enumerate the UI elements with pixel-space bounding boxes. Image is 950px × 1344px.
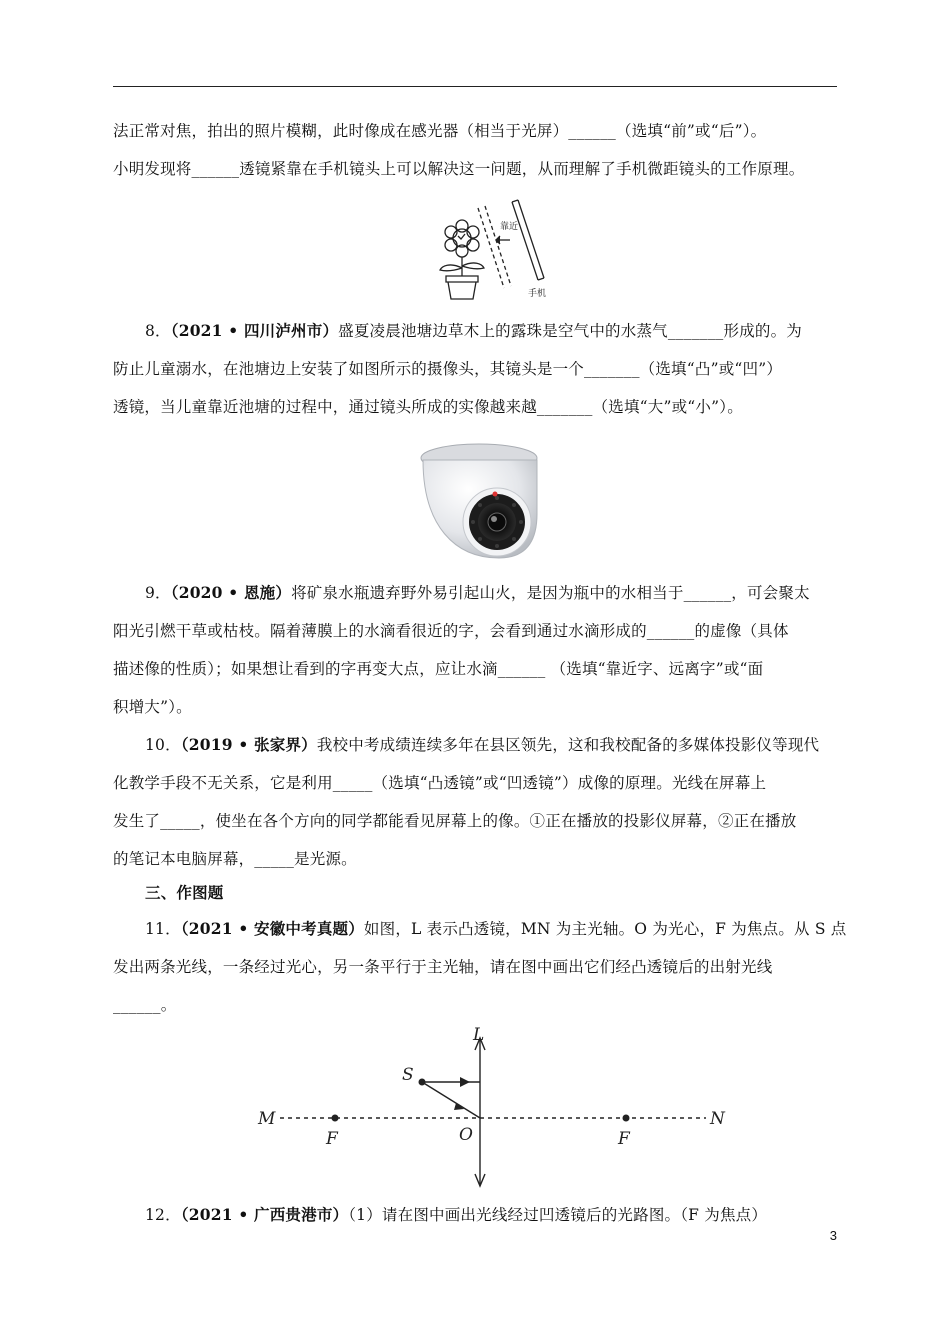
q8-number: 8． <box>145 322 171 340</box>
q8-line-1 <box>145 320 837 342</box>
point-s <box>419 1079 426 1086</box>
flower-phone-figure <box>430 196 560 304</box>
focal-point-left <box>332 1115 339 1122</box>
q8-line-3: 透镜，当儿童靠近池塘的过程中，通过镜头所成的实像越来越_______（选填“大”或“小”）。 <box>113 398 743 416</box>
flower-icon <box>440 220 484 276</box>
label-f-right: F <box>618 1129 630 1149</box>
label-o: O <box>459 1125 473 1145</box>
q9-line-3: 描述像的性质）；如果想让看到的字再变大点，应让水滴______ （选填“靠近字、远离字”或“面 <box>113 660 764 678</box>
ray-arrow-icon <box>460 1077 470 1087</box>
q9-source: （2020 • 恩施） <box>170 583 292 602</box>
fig-label-near: 靠近 <box>500 222 519 232</box>
q11-line-2: 发出两条光线，一条经过光心，另一条平行于主光轴，请在图中画出它们经凸透镜后的出射光线 <box>113 958 773 976</box>
q8-line-2: 防止儿童溺水，在池塘边上安装了如图所示的摄像头，其镜头是一个_______（选填“凸”或“凹”） <box>113 360 783 378</box>
q12-source: （2021 • 广西贵港市） <box>180 1205 349 1224</box>
q10-number: 10． <box>145 736 181 754</box>
focal-point-right <box>623 1115 630 1122</box>
label-l: L <box>473 1026 485 1045</box>
q9-line-1 <box>145 582 837 604</box>
convex-lens-diagram <box>250 1026 730 1192</box>
q10-source: （2019 • 张家界） <box>180 735 317 754</box>
q10-line-3: 发生了_____，使坐在各个方向的同学都能看见屏幕上的像。①正在播放的投影仪屏幕，②正在播放 <box>113 812 797 830</box>
q11-number: 11． <box>145 920 181 938</box>
pot-icon <box>446 276 478 299</box>
phone-icon <box>512 200 544 280</box>
label-s: S <box>402 1065 414 1085</box>
q12-number: 12． <box>145 1206 181 1224</box>
label-m: M <box>258 1109 276 1129</box>
q11-line-3: ______。 <box>113 996 177 1014</box>
q9-number: 9． <box>145 584 171 602</box>
q7-line-2: 小明发现将______透镜紧靠在手机镜头上可以解决这一问题，从而理解了手机微距镜头的工作原理。 <box>113 160 805 178</box>
label-n: N <box>710 1109 725 1129</box>
q12-line-1 <box>145 1204 837 1226</box>
ray-through-center <box>422 1082 480 1118</box>
q11-text-1: 如图，L 表示凸透镜，MN 为主光轴。O 为光心，F 为焦点。从 S 点 <box>363 920 847 938</box>
q8-source: （2021 • 四川泸州市） <box>170 321 339 340</box>
fig-label-phone: 手机 <box>528 289 547 299</box>
label-f-left: F <box>326 1129 338 1149</box>
q9-line-2: 阳光引燃干草或枯枝。隔着薄膜上的水滴看很近的字，会看到通过水滴形成的______的虚像（具体 <box>113 622 789 640</box>
security-camera-image <box>415 436 543 564</box>
q11-source: （2021 • 安徽中考真题） <box>180 919 364 938</box>
q10-text-1: 我校中考成绩连续多年在县区领先，这和我校配备的多媒体投影仪等现代 <box>316 736 820 754</box>
q10-line-4: 的笔记本电脑屏幕，_____是光源。 <box>113 850 357 868</box>
header-rule <box>113 86 837 87</box>
page-number: 3 <box>829 1228 837 1243</box>
q10-line-2: 化教学手段不无关系，它是利用_____（选填“凸透镜”或“凹透镜”）成像的原理。光线在屏幕上 <box>113 774 767 792</box>
q9-text-1: 将矿泉水瓶遗弃野外易引起山火，是因为瓶中的水相当于______，可会聚太 <box>291 584 810 602</box>
section-heading: 三、作图题 <box>145 883 224 902</box>
q8-text-1: 盛夏凌晨池塘边草木上的露珠是空气中的水蒸气_______形成的。为 <box>338 322 803 340</box>
lens-dashed-icon <box>478 206 511 288</box>
q7-line-1: 法正常对焦，拍出的照片模糊，此时像成在感光器（相当于光屏）______（选填“前”或“后”）。 <box>113 122 767 140</box>
q12-text-1: （1）请在图中画出光线经过凹透镜后的光路图。（F 为焦点） <box>348 1206 768 1224</box>
q11-line-1 <box>145 918 847 940</box>
q9-line-4: 积增大”）。 <box>113 698 192 716</box>
q10-line-1 <box>145 734 837 756</box>
